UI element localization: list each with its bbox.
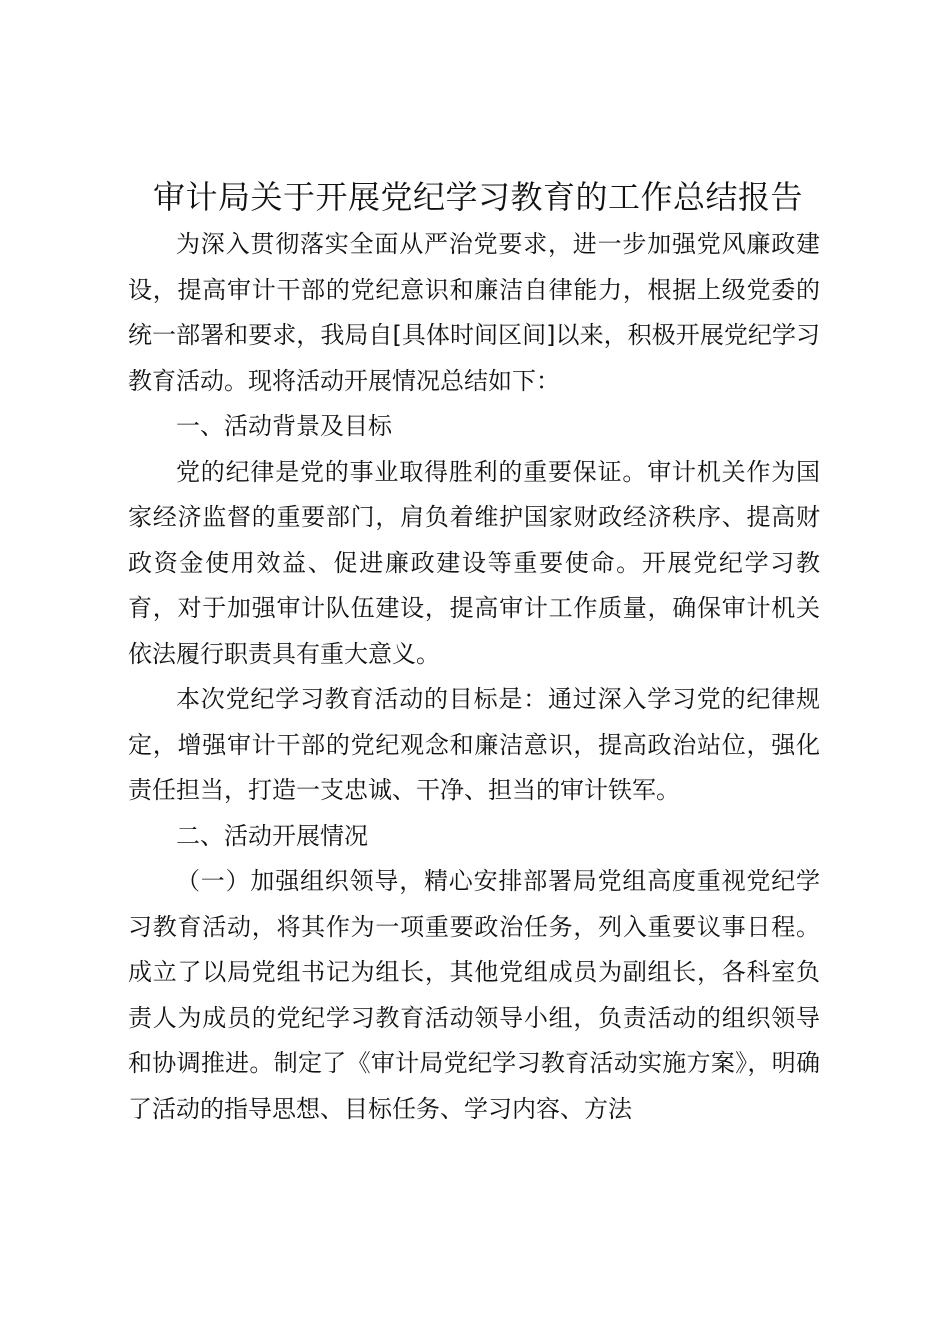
document-body — [128, 222, 820, 1132]
background-paragraph: 党的纪律是党的事业取得胜利的重要保证。审计机关作为国家经济监督的重要部门，肩负着维护国家财政经济秩序、提高财政资金使用效益、促进廉政建设等重要使命。开展党纪学习教育，对于加强审计队伍建设，提高审计工作质量，确保审计机关依法履行职责具有重大意义。 — [128, 457, 820, 668]
section-heading-background: 一、活动背景及目标 — [176, 412, 392, 440]
organization-paragraph: （一）加强组织领导，精心安排部署局党组高度重视党纪学习教育活动，将其作为一项重要政治任务，列入重要议事日程。成立了以局党组书记为组长，其他党组成员为副组长，各科室负责人为成员的党纪学习教育活动领导小组，负责活动的组织领导和协调推进。制定了《审计局党纪学习教育活动实施方案》，明确了活动的指导思想、目标任务、学习内容、方法 — [128, 867, 820, 1123]
intro-paragraph: 为深入贯彻落实全面从严治党要求，进一步加强党风廉政建设，提高审计干部的党纪意识和廉洁自律能力，根据上级党委的统一部署和要求，我局自[具体时间区间]以来，积极开展党纪学习教育活动。现将活动开展情况总结如下： — [128, 230, 820, 395]
goal-paragraph: 本次党纪学习教育活动的目标是：通过深入学习党的纪律规定，增强审计干部的党纪观念和廉洁意识，提高政治站位，强化责任担当，打造一支忠诚、干净、担当的审计铁军。 — [128, 685, 820, 804]
section-heading-activities: 二、活动开展情况 — [176, 821, 368, 850]
document-title: 审计局关于开展党纪学习教育的工作总结报告 — [152, 178, 803, 216]
